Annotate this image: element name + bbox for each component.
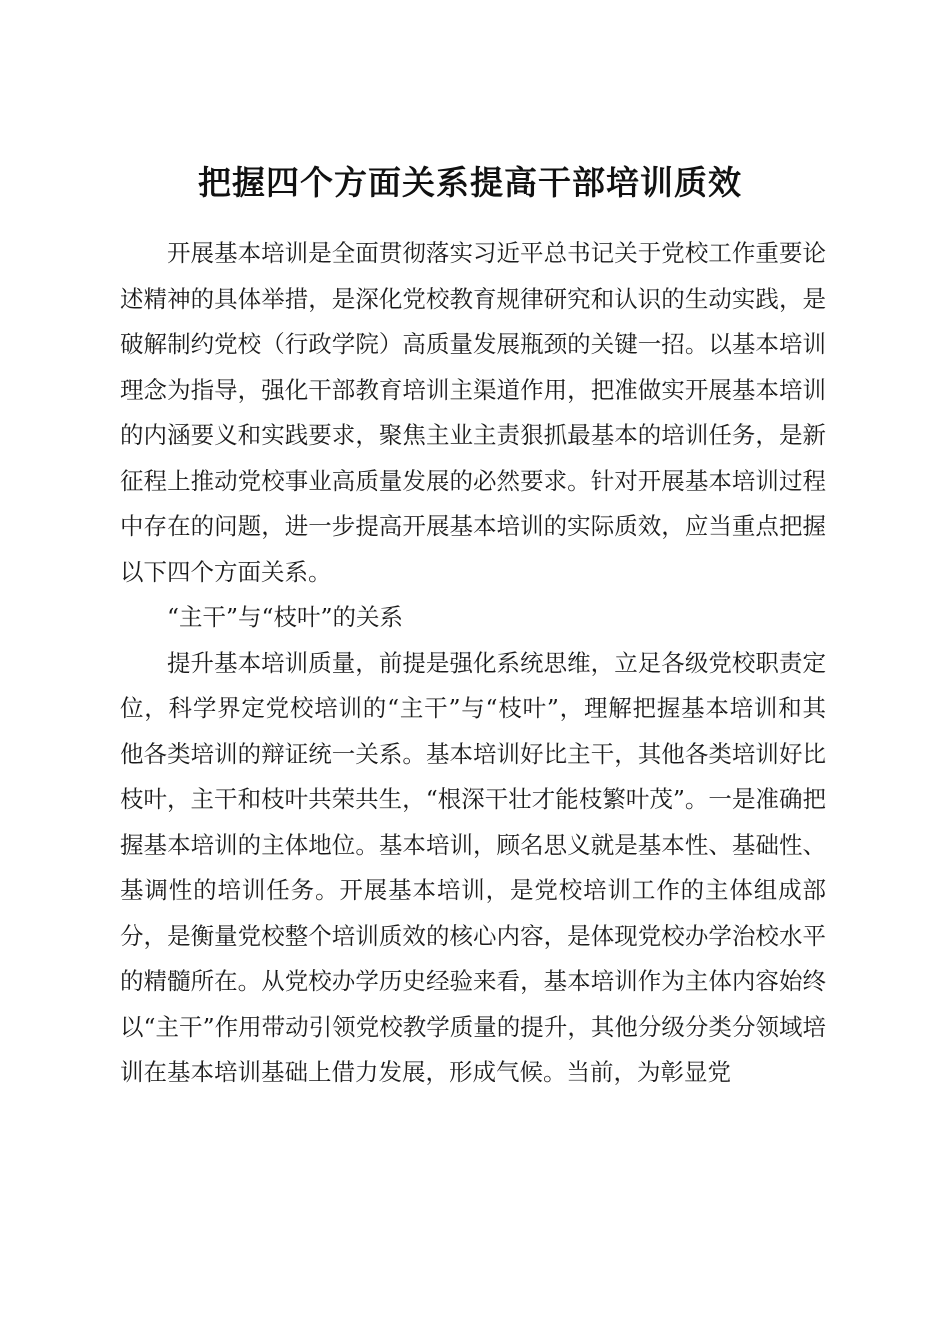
intro-paragraph: 开展基本培训是全面贯彻落实习近平总书记关于党校工作重要论述精神的具体举措，是深化党校教育规律研究和认识的生动实践，是破解制约党校（行政学院）高质量发展瓶颈的关键一招。以基本培训理念为指导，强化干部教育培训主渠道作用，把准做实开展基本培训的内涵要义和实践要求，聚焦主业主责狠抓最基本的培训任务，是新征程上推动党校事业高质量发展的必然要求。针对开展基本培训过程中存在的问题，进一步提高开展基本培训的实际质效，应当重点把握以下四个方面关系。	[120, 239, 826, 586]
document-body	[120, 231, 826, 1096]
section-heading: “主干”与“枝叶”的关系	[167, 603, 404, 631]
document-title: 把握四个方面关系提高干部培训质效	[198, 163, 742, 203]
section-paragraph: 提升基本培训质量，前提是强化系统思维，立足各级党校职责定位，科学界定党校培训的“主干”与“枝叶”，理解把握基本培训和其他各类培训的辩证统一关系。基本培训好比主干，其他各类培训好比枝叶，主干和枝叶共荣共生，“根深干壮才能枝繁叶茂”。一是准确把握基本培训的主体地位。基本培训，顾名思义就是基本性、基础性、基调性的培训任务。开展基本培训，是党校培训工作的主体组成部分，是衡量党校整个培训质效的核心内容，是体现党校办学治校水平的精髓所在。从党校办学历史经验来看，基本培训作为主体内容始终以“主干”作用带动引领党校教学质量的提升，其他分级分类分领域培训在基本培训基础上借力发展，形成气候。当前，为彰显党	[120, 648, 826, 1086]
